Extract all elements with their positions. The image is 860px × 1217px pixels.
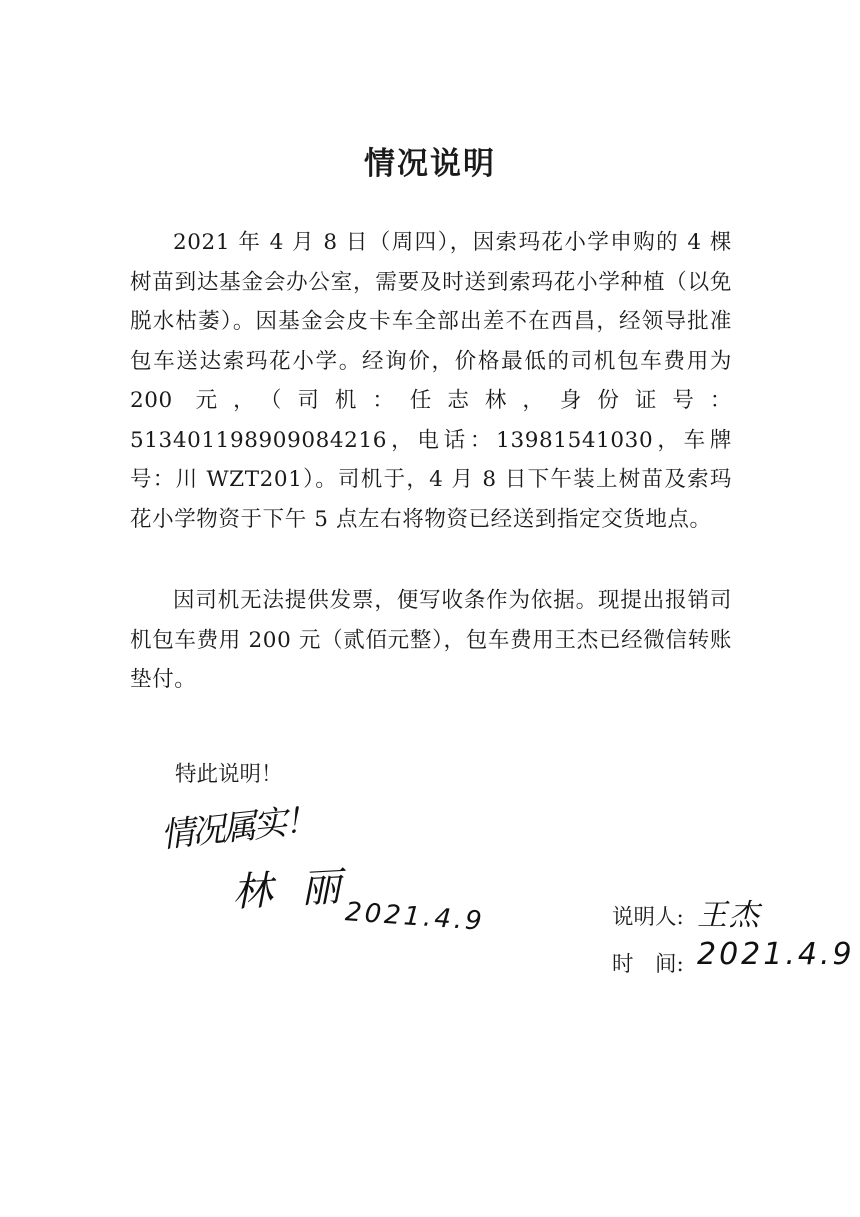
time-label: 时 间: <box>612 952 684 977</box>
explainer-signature: 王杰 <box>697 898 761 933</box>
handwritten-approval: 情况属实！ <box>158 799 318 856</box>
paragraph-2 <box>130 581 732 700</box>
paragraph-1 <box>130 223 732 539</box>
document-title: 情况说明 <box>364 146 496 182</box>
explainer-label: 说明人: <box>612 905 684 930</box>
paragraph-2-text: 因司机无法提供发票，便写收条作为依据。现提出报销司机包车费用 200 元（贰佰元整），包车费用王杰已经微信转账垫付。 <box>130 588 732 692</box>
handwritten-approval-date: 2021.4.9 <box>344 897 486 937</box>
handwritten-signature: 林 丽 <box>231 863 351 917</box>
closing-remark: 特此说明！ <box>175 762 283 787</box>
paragraph-1-text: 2021 年 4 月 8 日（周四），因索玛花小学申购的 4 棵树苗到达基金会办公室，需要及时送到索玛花小学种植（以免脱水枯萎）。因基金会皮卡车全部出差不在西昌，经领导批准包车送达索玛花小学。经询价，价格最低的司机包车费用为 200 元，（司机：任志林，身份证号：513401198909084216，电话：13981541030，车牌号：川 WZT201）。司机于，4 月 8 日下午装上树苗及索玛花小学物资于下午 5 点左右将物资已经送到指定交货地点。 <box>130 230 732 532</box>
time-value: 2021.4.9 <box>697 937 855 972</box>
